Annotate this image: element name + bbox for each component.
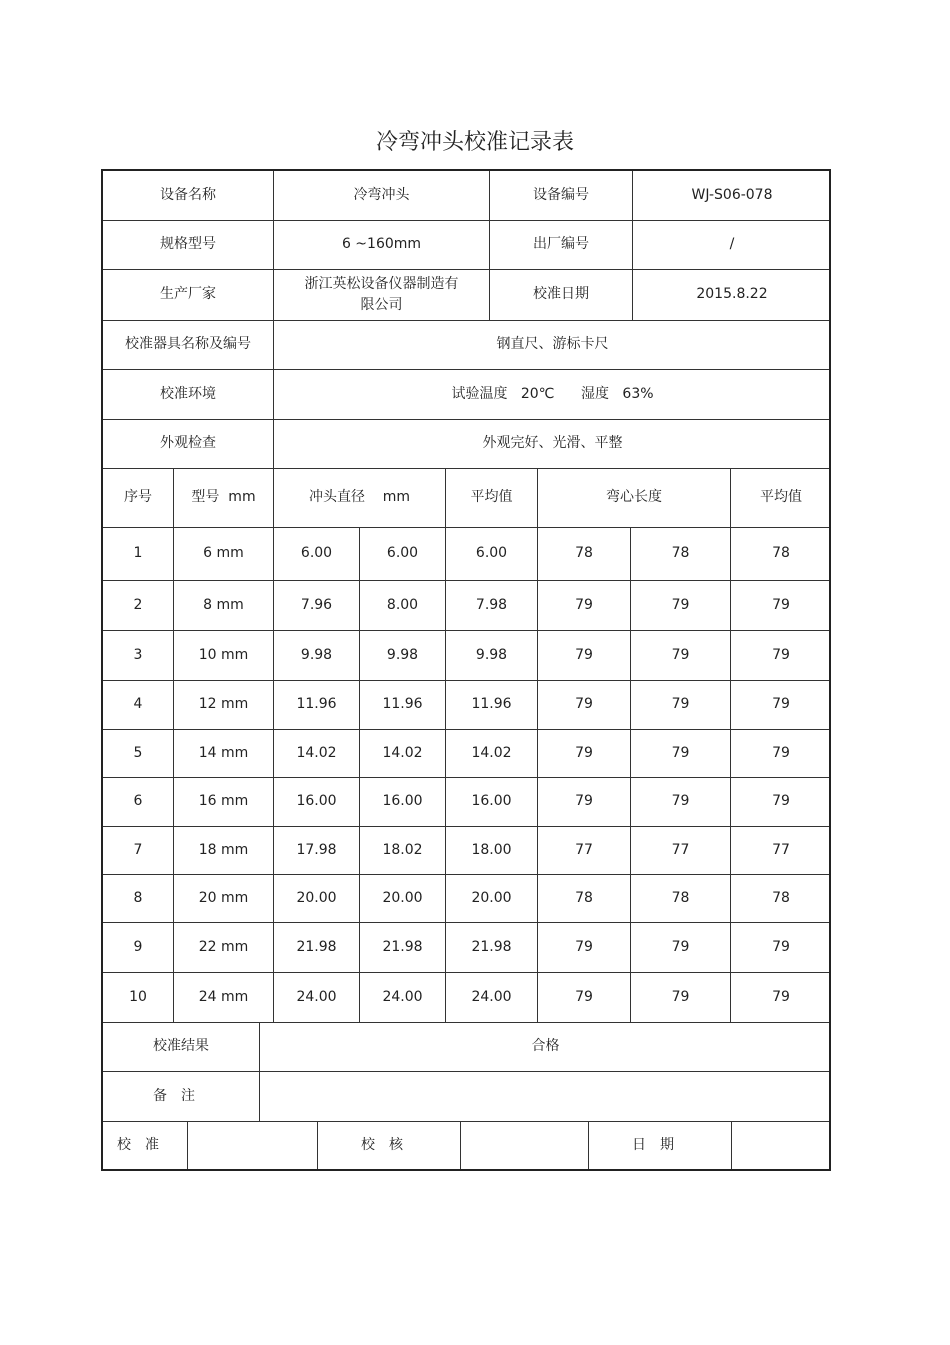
row-avg-length: 77 xyxy=(772,841,790,858)
environment-value: 试验温度 20℃ 湿度 63% xyxy=(451,385,654,402)
row-avg-diameter: 16.00 xyxy=(446,777,538,826)
row-avg-length: 79 xyxy=(772,596,790,613)
row-bend-length-1: 79 xyxy=(538,729,631,777)
header-avg-length: 平均值 xyxy=(760,489,802,505)
row-seq: 7 xyxy=(103,826,174,874)
row-diameter-1: 14.02 xyxy=(274,729,360,777)
appearance-label: 外观检查 xyxy=(103,419,274,468)
table-row xyxy=(103,729,829,778)
row-bend-length-1: 79 xyxy=(538,777,631,826)
appearance-row xyxy=(103,419,829,469)
row-avg-length: 78 xyxy=(772,545,790,561)
row-avg-length: 78 xyxy=(772,889,790,906)
table-row xyxy=(103,826,829,875)
factory-no-label: 出厂编号 xyxy=(490,220,633,269)
row-avg-diameter: 9.98 xyxy=(446,630,538,680)
page-title: 冷弯冲头校准记录表 xyxy=(375,130,574,155)
row-bend-length-1: 78 xyxy=(538,527,631,580)
factory-no-value: / xyxy=(729,236,735,252)
row-avg-diameter: 11.96 xyxy=(446,680,538,729)
instrument-value: 钢直尺、游标卡尺 xyxy=(496,336,609,352)
instrument-label: 校准器具名称及编号 xyxy=(103,320,274,369)
row-avg-length: 79 xyxy=(772,696,790,712)
row-avg-length: 79 xyxy=(772,938,790,955)
row-diameter-2: 16.00 xyxy=(360,777,446,826)
row-bend-length-2: 79 xyxy=(631,580,731,630)
device-name-value: 冷弯冲头 xyxy=(274,171,490,220)
row-seq: 6 xyxy=(103,777,174,826)
row-seq: 1 xyxy=(103,527,174,580)
table-row xyxy=(103,527,829,581)
appearance-value: 外观完好、光滑、平整 xyxy=(482,435,623,451)
row-bend-length-2: 79 xyxy=(631,777,731,826)
date-value xyxy=(732,1121,831,1169)
row-diameter-1: 9.98 xyxy=(274,630,360,680)
row-model: 6 mm xyxy=(174,527,274,580)
table-row xyxy=(103,972,829,1023)
row-diameter-2: 24.00 xyxy=(360,972,446,1022)
row-seq: 9 xyxy=(103,922,174,972)
row-model: 24 mm xyxy=(174,972,274,1022)
header-bend-length: 弯心长度 xyxy=(538,468,731,527)
row-avg-length: 79 xyxy=(772,646,790,663)
row-bend-length-2: 78 xyxy=(631,874,731,922)
row-diameter-1: 21.98 xyxy=(274,922,360,972)
remark-label: 备注 xyxy=(103,1071,260,1121)
row-avg-length: 79 xyxy=(772,988,790,1005)
row-diameter-1: 17.98 xyxy=(274,826,360,874)
row-bend-length-2: 78 xyxy=(631,527,731,580)
row-diameter-2: 9.98 xyxy=(360,630,446,680)
row-model: 16 mm xyxy=(174,777,274,826)
row-model: 14 mm xyxy=(174,729,274,777)
row-model: 18 mm xyxy=(174,826,274,874)
row-diameter-2: 11.96 xyxy=(360,680,446,729)
instrument-row xyxy=(103,320,829,370)
row-bend-length-2: 79 xyxy=(631,630,731,680)
row-avg-diameter: 18.00 xyxy=(446,826,538,874)
device-name-row xyxy=(103,171,829,221)
row-bend-length-2: 79 xyxy=(631,972,731,1022)
result-row xyxy=(103,1022,829,1072)
row-diameter-1: 24.00 xyxy=(274,972,360,1022)
row-model: 12 mm xyxy=(174,680,274,729)
row-avg-diameter: 21.98 xyxy=(446,922,538,972)
row-bend-length-1: 79 xyxy=(538,680,631,729)
table-header-row xyxy=(103,468,829,528)
calibrator-label: 校准 xyxy=(103,1121,188,1169)
table-row xyxy=(103,630,829,681)
date-label: 日期 xyxy=(589,1121,732,1169)
row-avg-length: 79 xyxy=(772,744,790,761)
row-diameter-1: 11.96 xyxy=(274,680,360,729)
row-avg-diameter: 7.98 xyxy=(446,580,538,630)
remark-value xyxy=(260,1071,831,1121)
maker-line-2: 限公司 xyxy=(360,296,403,313)
row-bend-length-1: 78 xyxy=(538,874,631,922)
row-avg-length: 79 xyxy=(772,793,790,809)
table-row xyxy=(103,922,829,973)
checker-label: 校核 xyxy=(318,1121,461,1169)
header-avg-diameter: 平均值 xyxy=(446,468,538,527)
environment-row xyxy=(103,369,829,420)
row-diameter-2: 18.02 xyxy=(360,826,446,874)
result-value: 合格 xyxy=(531,1038,560,1054)
row-bend-length-1: 79 xyxy=(538,922,631,972)
spec-value: 6 ~160mm xyxy=(274,220,490,269)
signature-row xyxy=(103,1121,829,1169)
row-diameter-2: 21.98 xyxy=(360,922,446,972)
calibration-record-table xyxy=(101,169,831,1171)
header-diameter: 冲头直径 mm xyxy=(274,468,446,527)
cal-date-value: 2015.8.22 xyxy=(696,286,768,302)
table-row xyxy=(103,680,829,730)
environment-label: 校准环境 xyxy=(103,369,274,419)
spec-row xyxy=(103,220,829,270)
row-seq: 8 xyxy=(103,874,174,922)
table-row xyxy=(103,777,829,827)
table-row xyxy=(103,580,829,631)
row-bend-length-2: 79 xyxy=(631,922,731,972)
header-seq: 序号 xyxy=(103,468,174,527)
row-bend-length-1: 79 xyxy=(538,630,631,680)
row-seq: 4 xyxy=(103,680,174,729)
table-row xyxy=(103,874,829,923)
row-model: 10 mm xyxy=(174,630,274,680)
row-model: 8 mm xyxy=(174,580,274,630)
remark-row xyxy=(103,1071,829,1122)
row-seq: 5 xyxy=(103,729,174,777)
row-avg-diameter: 14.02 xyxy=(446,729,538,777)
device-name-label: 设备名称 xyxy=(103,171,274,220)
row-bend-length-1: 79 xyxy=(538,580,631,630)
row-diameter-1: 16.00 xyxy=(274,777,360,826)
row-bend-length-2: 79 xyxy=(631,729,731,777)
maker-value xyxy=(274,269,490,320)
maker-label: 生产厂家 xyxy=(103,269,274,320)
row-diameter-1: 7.96 xyxy=(274,580,360,630)
calibrator-value xyxy=(188,1121,318,1169)
row-diameter-2: 8.00 xyxy=(360,580,446,630)
row-diameter-1: 20.00 xyxy=(274,874,360,922)
row-diameter-2: 20.00 xyxy=(360,874,446,922)
result-label: 校准结果 xyxy=(103,1022,260,1071)
cal-date-label: 校准日期 xyxy=(490,269,633,320)
header-model: 型号 mm xyxy=(174,468,274,527)
row-model: 22 mm xyxy=(174,922,274,972)
checker-value xyxy=(461,1121,589,1169)
row-seq: 10 xyxy=(103,972,174,1022)
row-bend-length-1: 79 xyxy=(538,972,631,1022)
row-avg-diameter: 20.00 xyxy=(446,874,538,922)
row-bend-length-1: 77 xyxy=(538,826,631,874)
spec-label: 规格型号 xyxy=(103,220,274,269)
device-no-value: WJ-S06-078 xyxy=(691,187,773,203)
row-diameter-2: 14.02 xyxy=(360,729,446,777)
device-no-label: 设备编号 xyxy=(490,171,633,220)
row-seq: 3 xyxy=(103,630,174,680)
row-bend-length-2: 79 xyxy=(631,680,731,729)
row-model: 20 mm xyxy=(174,874,274,922)
maker-row xyxy=(103,269,829,321)
row-avg-diameter: 6.00 xyxy=(446,527,538,580)
row-seq: 2 xyxy=(103,580,174,630)
maker-line-1: 浙江英松设备仪器制造有 xyxy=(304,275,459,292)
row-bend-length-2: 77 xyxy=(631,826,731,874)
row-diameter-1: 6.00 xyxy=(274,527,360,580)
row-diameter-2: 6.00 xyxy=(360,527,446,580)
row-avg-diameter: 24.00 xyxy=(446,972,538,1022)
